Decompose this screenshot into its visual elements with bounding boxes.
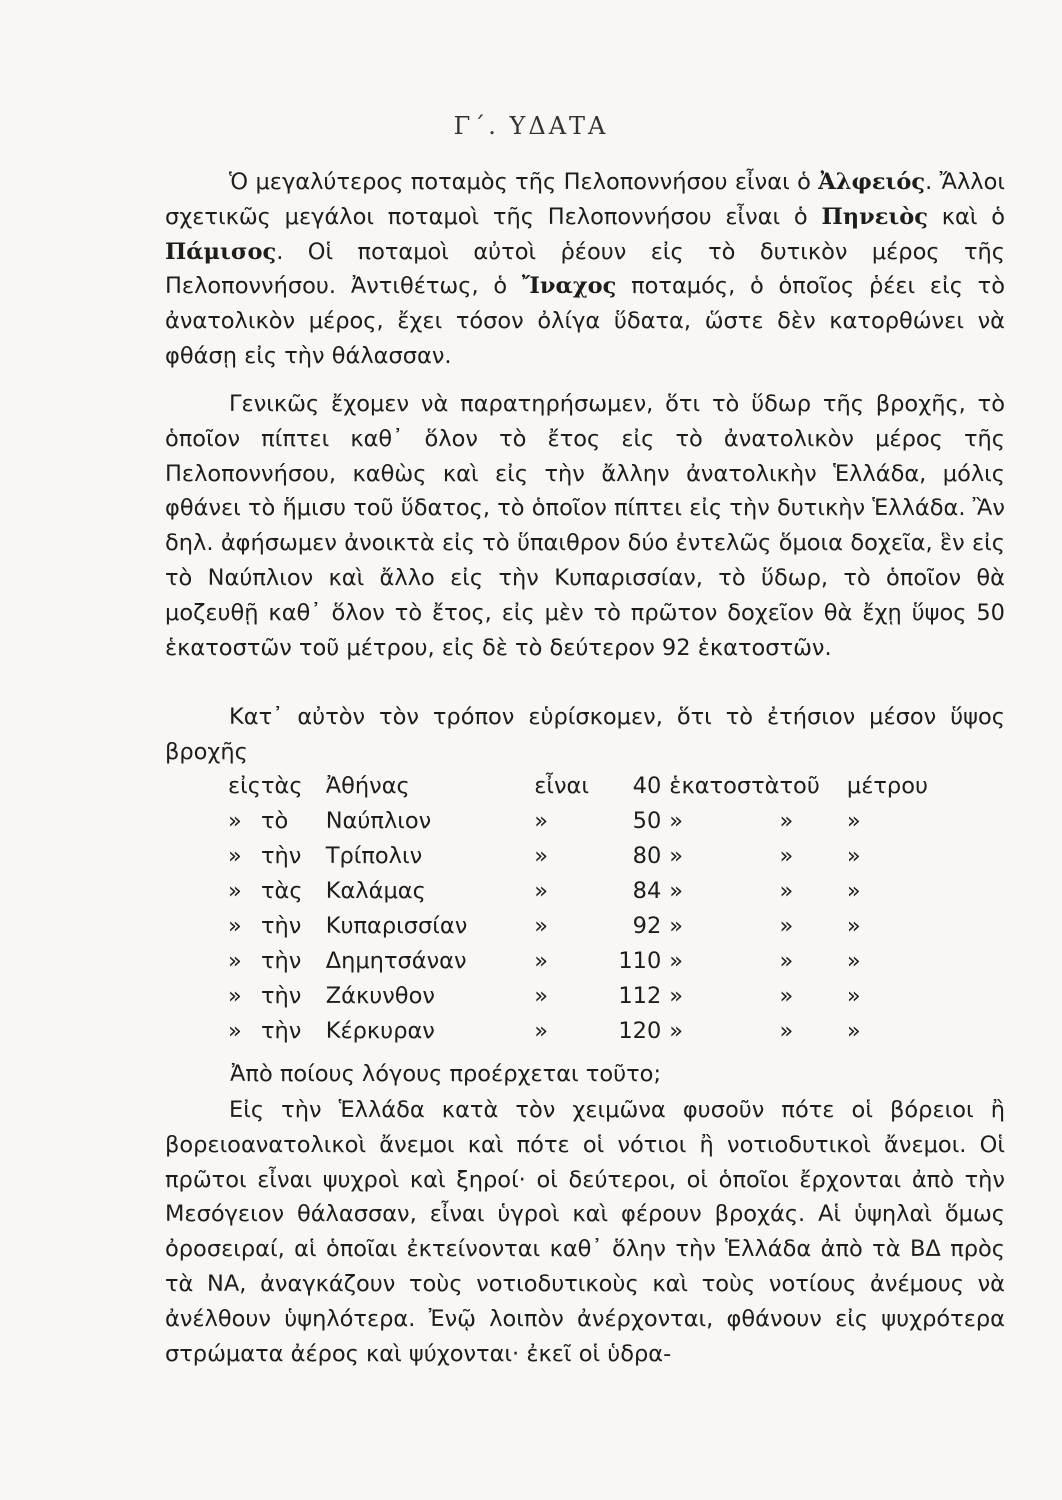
cell-unit3: μέτρου — [846, 772, 928, 799]
cell-article: τὸ — [260, 807, 289, 834]
cell-place: Κυπαρισσίαν — [325, 912, 468, 939]
cell-value: 110 — [618, 947, 662, 974]
river-inachos: Ἴναχος — [521, 273, 617, 300]
paragraph-rivers — [165, 165, 1005, 374]
cell-place: Ζάκυνθον — [325, 982, 435, 1009]
cell-mark: » — [228, 912, 242, 939]
cell-place: Καλάμας — [325, 877, 426, 904]
cell-mark: » — [228, 947, 242, 974]
p1-text-3: καὶ ὁ — [927, 203, 1005, 230]
cell-unit2: » — [779, 947, 794, 974]
paragraph-intro-table: Κατ᾽ αὐτὸν τὸν τρόπον εὑρίσκομεν, ὅτι τὸ ἐτήσιον μέσον ὕψος βροχῆς — [165, 704, 1005, 765]
cell-verb: » — [534, 912, 548, 939]
cell-unit1: » — [669, 1017, 684, 1044]
cell-value: 84 — [632, 877, 662, 904]
river-pamisos: Πάμισος — [165, 238, 277, 265]
cell-unit1: » — [669, 877, 684, 904]
cell-unit1: » — [669, 982, 684, 1009]
cell-article: τὰς — [260, 877, 303, 904]
cell-unit1: » — [669, 807, 684, 834]
paragraph-winds: Εἰς τὴν Ἑλλάδα κατὰ τὸν χειμῶνα φυσοῦν πότε οἱ βόρειοι ἢ βορειοανατολικοὶ ἄνεμοι καὶ πότε οἱ νότιοι ἢ νοτιοδυτικοὶ ἄνεμοι. Οἱ πρῶτοι εἶναι ψυχροὶ καὶ ξηροί· οἱ δεύτεροι, οἱ ὁποῖοι ἔρχονται ἀπὸ τὴν Μεσόγειον θάλασσαν, εἶναι ὑγροὶ καὶ φέρουν βροχάς. Αἱ ὑψηλαὶ ὅμως ὀροσειραί, αἱ ὁποῖαι ἐκτείνονται καθ᾽ ὅλην τὴν Ἑλλάδα ἀπὸ τὰ ΒΔ πρὸς τὰ ΝΑ, ἀναγκάζουν τοὺς νοτιοδυτικοὺς καὶ τοὺς νοτίους ἀνέμους νὰ ἀνέλθουν ὑψηλότερα. Ἐνῷ λοιπὸν ἀνέρχονται, φθάνουν εἰς ψυχρότερα στρώματα ἀέρος καὶ ψύχονται· ἐκεῖ οἱ ὑδρα- — [165, 1097, 1005, 1367]
cell-article: τὴν — [260, 1017, 302, 1044]
cell-mark: » — [228, 877, 242, 904]
cell-article: τὴν — [260, 947, 302, 974]
cell-article: τὴν — [260, 842, 302, 869]
p1-text-4: . Οἱ ποταμοὶ αὐτοὶ ῥέουν εἰς τὸ δυτικὸν μέρος τῆς Πελοποννήσου. Ἀντιθέτως, ὁ — [165, 238, 1005, 300]
cell-unit1: » — [669, 912, 684, 939]
cell-unit3: » — [846, 912, 861, 939]
cell-article: τὰς — [260, 772, 303, 799]
table-row — [228, 803, 928, 838]
cell-unit3: » — [846, 842, 861, 869]
table-row — [228, 838, 928, 873]
cell-value: 120 — [618, 1017, 662, 1044]
cell-unit1: » — [669, 947, 684, 974]
river-alfeios: Ἀλφειός — [818, 169, 926, 195]
table-row — [228, 978, 928, 1013]
cell-unit1: » — [669, 842, 684, 869]
cell-mark: » — [228, 982, 242, 1009]
cell-value: 50 — [632, 807, 662, 834]
cell-place: Κέρκυραν — [325, 1017, 435, 1044]
cell-mark: » — [228, 807, 242, 834]
table-row — [228, 1013, 928, 1048]
cell-verb: εἶναι — [534, 772, 589, 799]
cell-article: τὴν — [260, 912, 302, 939]
cell-mark: » — [228, 1017, 242, 1044]
cell-value: 40 — [632, 772, 662, 799]
cell-unit2: » — [779, 842, 794, 869]
cell-verb: » — [534, 877, 548, 904]
cell-value: 80 — [632, 842, 662, 869]
rainfall-table — [228, 768, 928, 1048]
cell-unit2: » — [779, 807, 794, 834]
paragraph-rainfall: Γενικῶς ἔχομεν νὰ παρατηρήσωμεν, ὅτι τὸ ὕδωρ τῆς βροχῆς, τὸ ὁποῖον πίπτει καθ᾽ ὅλον τὸ ἔτος εἰς τὸ ἀνατολικὸν μέρος τῆς Πελοποννήσου, καθὼς καὶ εἰς τὴν ἄλλην ἀνατολικὴν Ἑλλάδα, μόλις φθάνει τὸ ἥμισυ τοῦ ὕδατος, τὸ ὁποῖον πίπτει εἰς τὴν δυτικὴν Ἑλλάδα. Ἂν δηλ. ἀφήσωμεν ἀνοικτὰ εἰς τὸ ὕπαιθρον δύο ἐντελῶς ὅμοια δοχεῖα, ἓν εἰς τὸ Ναύπλιον καὶ ἄλλο εἰς τὴν Κυπαρισσίαν, τὸ ὕδωρ, τὸ ὁποῖον θὰ μοζευθῇ καθ᾽ ὅλον τὸ ἔτος, εἰς μὲν τὸ πρῶτον δοχεῖον θὰ ἔχῃ ὕψος 50 ἑκατοστῶν τοῦ μέτρου, εἰς δὲ τὸ δεύτερον 92 ἑκατοστῶν. — [165, 391, 1005, 661]
cell-verb: » — [534, 947, 548, 974]
cell-place: Τρίπολιν — [325, 842, 423, 869]
table-row — [228, 768, 928, 803]
cell-article: τὴν — [260, 982, 302, 1009]
cell-verb: » — [534, 842, 548, 869]
p1-text-1: Ὁ μεγαλύτερος ποταμὸς τῆς Πελοποννήσου εἶναι ὁ — [229, 169, 819, 195]
cell-unit3: » — [846, 877, 861, 904]
cell-value: 112 — [618, 982, 662, 1009]
question-line: Ἀπὸ ποίους λόγους προέρχεται τοῦτο; — [230, 1061, 662, 1087]
table-row — [228, 873, 928, 908]
cell-unit2: » — [779, 877, 794, 904]
cell-unit2: » — [779, 1017, 794, 1044]
cell-unit2: » — [779, 982, 794, 1009]
cell-verb: » — [534, 807, 548, 834]
cell-unit3: » — [846, 1017, 861, 1044]
table-row — [228, 908, 928, 943]
section-heading: Γ΄. ΥΔΑΤΑ — [453, 112, 609, 140]
cell-mark: » — [228, 842, 242, 869]
cell-unit3: » — [846, 947, 861, 974]
cell-unit2: » — [779, 912, 794, 939]
cell-verb: » — [534, 1017, 548, 1044]
p1-text-5: ποταμός, ὁ ὁποῖος ῥέει εἰς τὸ ἀνατολικὸν μέρος, ἔχει τόσον ὀλίγα ὕδατα, ὥστε δὲν κατορθώνει νὰ φθάσῃ εἰς τὴν θάλασσαν. — [165, 273, 1005, 369]
river-pineios: Πηνειὸς — [821, 203, 928, 230]
cell-unit3: » — [846, 807, 861, 834]
p1-text-2: . Ἄλλοι σχετικῶς μεγάλοι ποταμοὶ τῆς Πελοποννήσου εἶναι ὁ — [165, 169, 1005, 230]
cell-unit3: » — [846, 982, 861, 1009]
cell-unit1: ἑκατοστὰ — [669, 772, 780, 799]
cell-place: Δημητσάναν — [325, 947, 467, 974]
cell-verb: » — [534, 982, 548, 1009]
cell-place: Ναύπλιον — [325, 807, 432, 834]
cell-unit2: τοῦ — [779, 772, 820, 799]
table-row — [228, 943, 928, 978]
cell-mark: εἰς — [228, 772, 261, 799]
cell-place: Ἀθήνας — [325, 772, 410, 799]
cell-value: 92 — [632, 912, 662, 939]
